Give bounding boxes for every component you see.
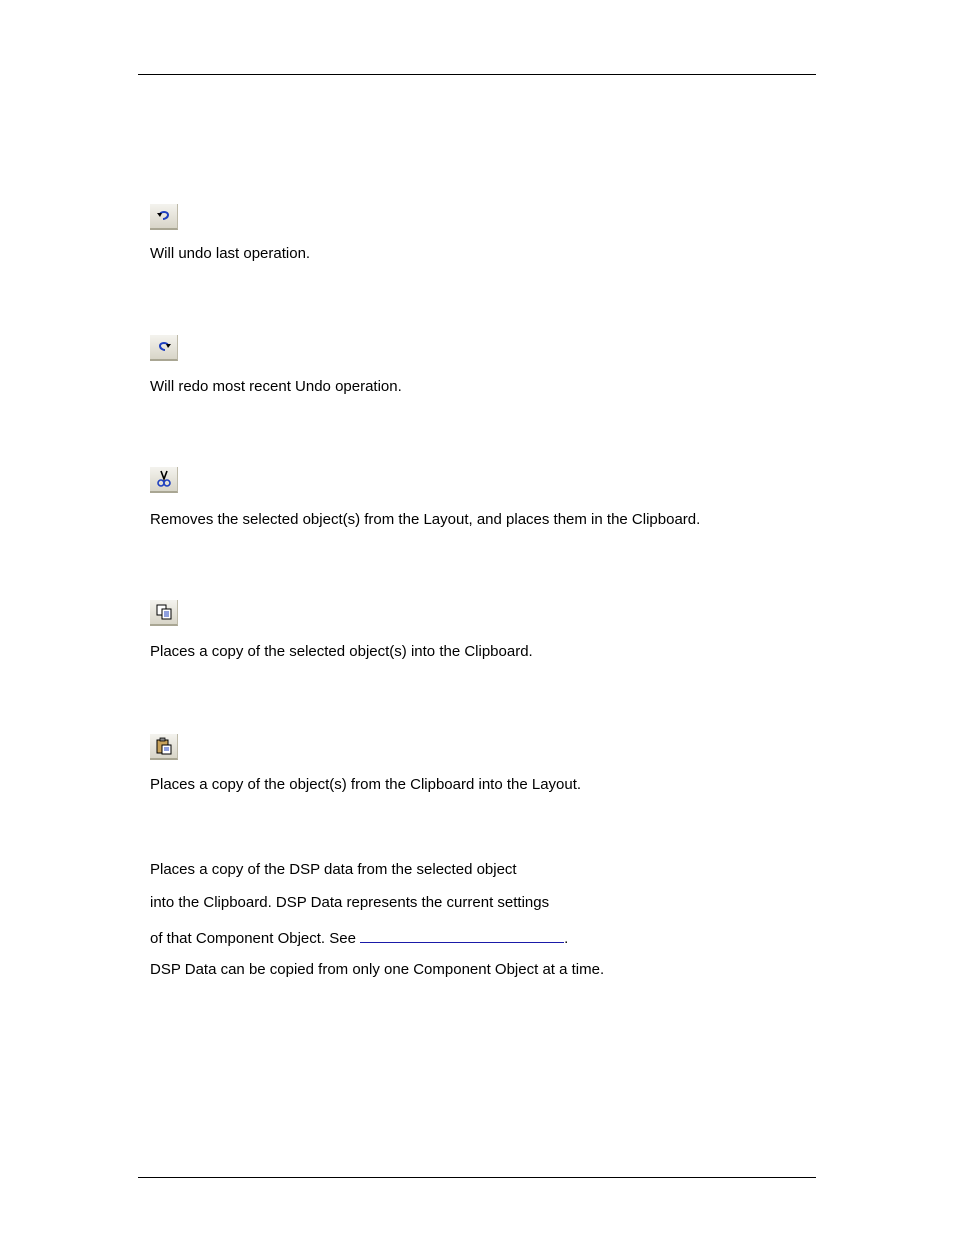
cut-toolbar-button[interactable] bbox=[150, 467, 178, 493]
dsp-line-1: Places a copy of the DSP data from the selected object bbox=[150, 861, 517, 878]
paste-description: Places a copy of the object(s) from the Clipboard into the Layout. bbox=[150, 776, 582, 793]
dsp-line-3-prefix: of that Component Object. See bbox=[150, 930, 356, 947]
copy-icon bbox=[155, 603, 173, 621]
undo-description: Will undo last operation. bbox=[150, 245, 311, 262]
cross-reference-link[interactable] bbox=[360, 928, 564, 943]
dsp-line-2: into the Clipboard. DSP Data represents the current settings bbox=[150, 894, 550, 911]
dsp-line-3 bbox=[150, 928, 568, 948]
redo-description: Will redo most recent Undo operation. bbox=[150, 378, 402, 395]
redo-icon bbox=[155, 338, 173, 356]
redo-toolbar-button[interactable] bbox=[150, 335, 178, 361]
cut-description: Removes the selected object(s) from the Layout, and places them in the Clipboard. bbox=[150, 511, 701, 528]
header-rule bbox=[138, 74, 816, 75]
copy-description: Places a copy of the selected object(s) into the Clipboard. bbox=[150, 643, 533, 660]
paste-icon bbox=[155, 737, 173, 755]
copy-toolbar-button[interactable] bbox=[150, 600, 178, 626]
scissors-icon bbox=[155, 470, 173, 488]
undo-icon bbox=[155, 207, 173, 225]
dsp-line-3-suffix: . bbox=[564, 930, 569, 947]
undo-toolbar-button[interactable] bbox=[150, 204, 178, 230]
paste-toolbar-button[interactable] bbox=[150, 734, 178, 760]
footer-rule bbox=[138, 1177, 816, 1178]
dsp-line-4: DSP Data can be copied from only one Component Object at a time. bbox=[150, 961, 605, 978]
